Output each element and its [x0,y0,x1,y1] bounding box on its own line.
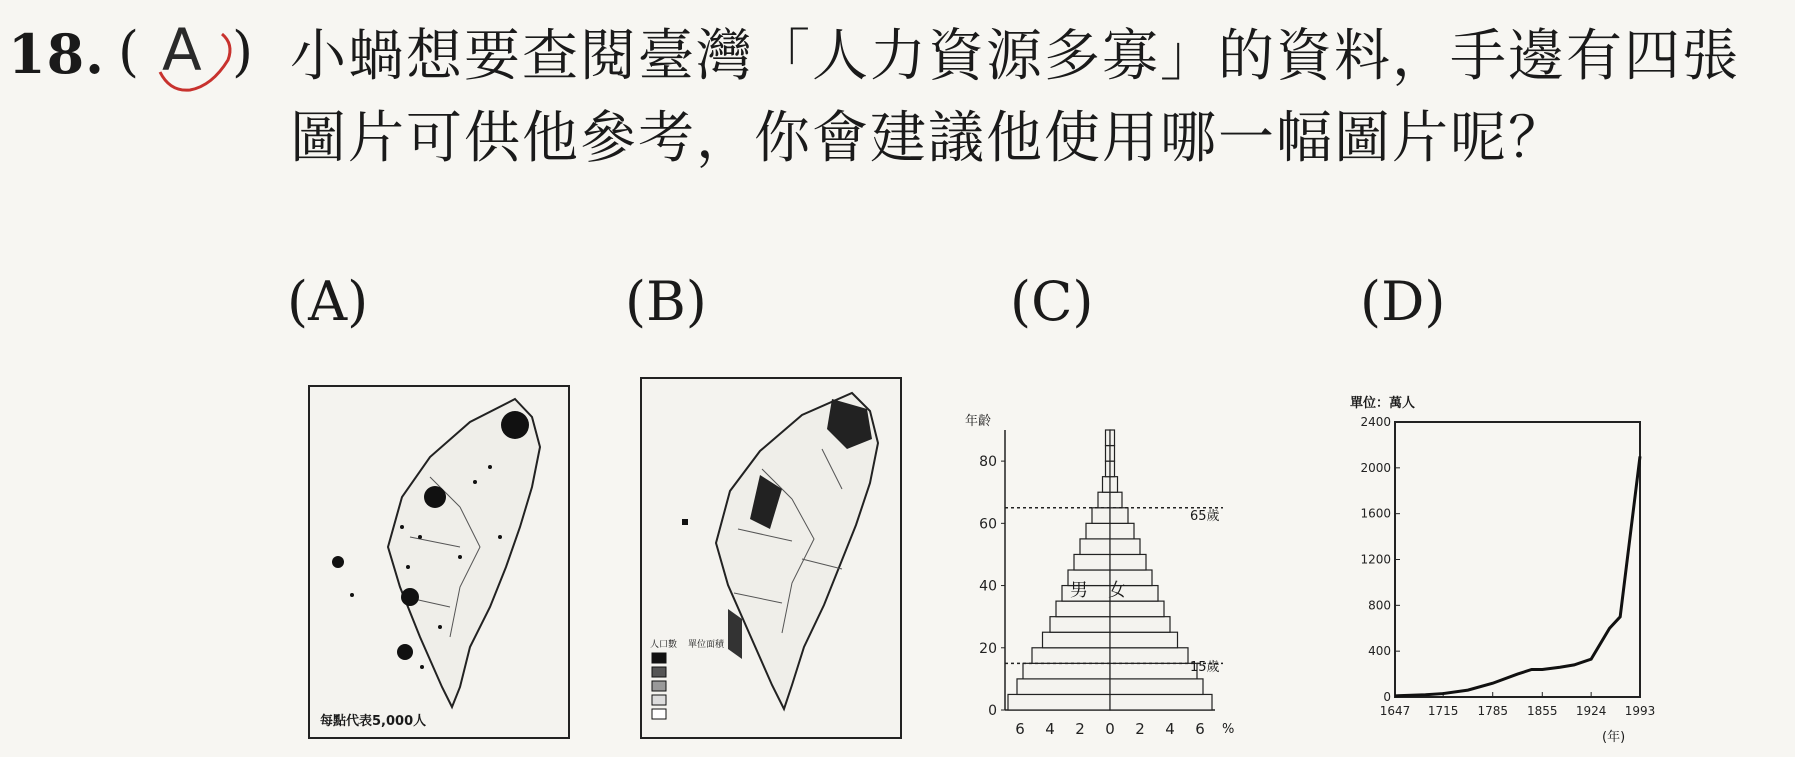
pyramid-bar-male [1043,632,1111,648]
pyramid-y-title: 年齡 [965,414,992,429]
option-c-label: (C) [1010,270,1094,333]
answer-paren-close: ) [232,20,254,83]
pyramid-chart [965,410,1235,750]
taiwan-dot-map-image [310,387,568,737]
pyramid-x-tick-label: 2 [1075,720,1085,738]
legend-title-left: 人口數 [650,640,678,650]
option-d-population-line [1350,392,1656,752]
pyramid-bar-female [1110,461,1115,477]
pyramid-bar-female [1110,446,1115,462]
pyramid-y-tick-label: 80 [979,454,997,471]
line-chart [1350,392,1656,752]
pyramid-bar-female [1110,694,1212,710]
pyramid-bar-female [1110,539,1140,555]
line-series-population [1395,456,1640,695]
line-y-tick-label: 2400 [1360,415,1391,429]
line-x-tick-label: 1647 [1379,704,1411,718]
pyramid-bar-female [1110,632,1178,648]
line-unit-label: 單位：萬人 [1350,396,1416,411]
answer-handwritten: A [162,16,202,84]
line-x-tick-label: 1715 [1427,704,1459,718]
line-y-tick-label: 1200 [1360,552,1391,567]
pyramid-bar-male [1023,663,1110,679]
pyramid-bar-female [1110,601,1164,617]
pyramid-bar-male [1080,539,1110,555]
question-number: 18. [8,22,105,86]
pyramid-y-tick-label: 60 [979,516,997,533]
pyramid-bar-female [1110,508,1128,524]
pyramid-x-unit: % [1222,722,1235,737]
pyramid-bar-female [1110,554,1146,570]
pyramid-bar-female [1110,492,1122,508]
pyramid-y-tick-label: 40 [979,578,997,595]
red-check-mark-icon [150,20,240,100]
pyramid-bar-female [1110,617,1170,633]
pyramid-x-tick-label: 6 [1195,720,1205,738]
option-a-dot-map [308,385,570,739]
line-y-tick-label: 1600 [1360,506,1391,521]
pyramid-x-tick-label: 2 [1135,720,1145,738]
option-d-label: (D) [1360,270,1446,333]
pyramid-x-tick-label: 4 [1045,720,1055,738]
pyramid-bar-male [1050,617,1110,633]
pyramid-bar-female [1110,430,1115,446]
line-plot-frame [1395,422,1640,697]
option-b-label: (B) [625,270,707,333]
line-x-unit: (年) [1602,730,1626,745]
pyramid-x-tick-label: 6 [1015,720,1025,738]
line-x-tick-label: 1785 [1477,704,1508,718]
pyramid-bar-female [1110,679,1203,695]
line-y-tick-label: 0 [1383,690,1391,704]
pyramid-bar-male [1106,446,1111,462]
dot-map-caption: 每點代表5,000人 [320,714,427,729]
line-y-tick-label: 400 [1368,644,1391,659]
pyramid-x-tick-label: 0 [1105,720,1115,738]
pyramid-bar-female [1110,477,1118,493]
pyramid-bar-male [1103,477,1111,493]
option-b-density-map [640,377,902,739]
line-y-tick-label: 2000 [1360,460,1391,475]
option-a-label: (A) [287,270,369,333]
pyramid-bar-male [1106,430,1111,446]
pyramid-male-label: 男 [1070,580,1088,601]
legend-title-right: 單位面積 [688,640,725,650]
pyramid-female-label: 女 [1108,580,1126,601]
pyramid-bar-male [1056,601,1110,617]
pyramid-bar-female [1110,663,1197,679]
pyramid-line-15-label: 15歲 [1190,660,1220,675]
pyramid-bar-male [1086,523,1110,539]
line-x-tick-label: 1993 [1624,704,1656,718]
pyramid-bar-male [1074,554,1110,570]
density-legend-swatches [650,651,690,721]
line-x-tick-label: 1855 [1527,704,1558,718]
line-y-tick-label: 800 [1368,598,1391,613]
option-c-population-pyramid [965,410,1235,750]
pyramid-bar-male [1008,694,1110,710]
pyramid-bar-male [1092,508,1110,524]
line-x-tick-label: 1924 [1575,704,1607,718]
answer-paren-open: ( [118,20,140,83]
pyramid-x-tick-label: 4 [1165,720,1175,738]
pyramid-y-tick-label: 20 [979,640,997,657]
pyramid-bar-male [1106,461,1111,477]
pyramid-bar-female [1110,523,1134,539]
pyramid-bar-male [1032,648,1110,664]
pyramid-bar-male [1098,492,1110,508]
pyramid-bar-female [1110,648,1188,664]
pyramid-bar-male [1017,679,1110,695]
pyramid-y-tick-label: 0 [988,703,997,719]
pyramid-line-65-label: 65歲 [1190,509,1220,524]
question-text: 小蝸想要查閱臺灣「人力資源多寡」的資料，手邊有四張圖片可供他參考，你會建議他使用哪一幅圖片呢？ [290,24,1740,171]
